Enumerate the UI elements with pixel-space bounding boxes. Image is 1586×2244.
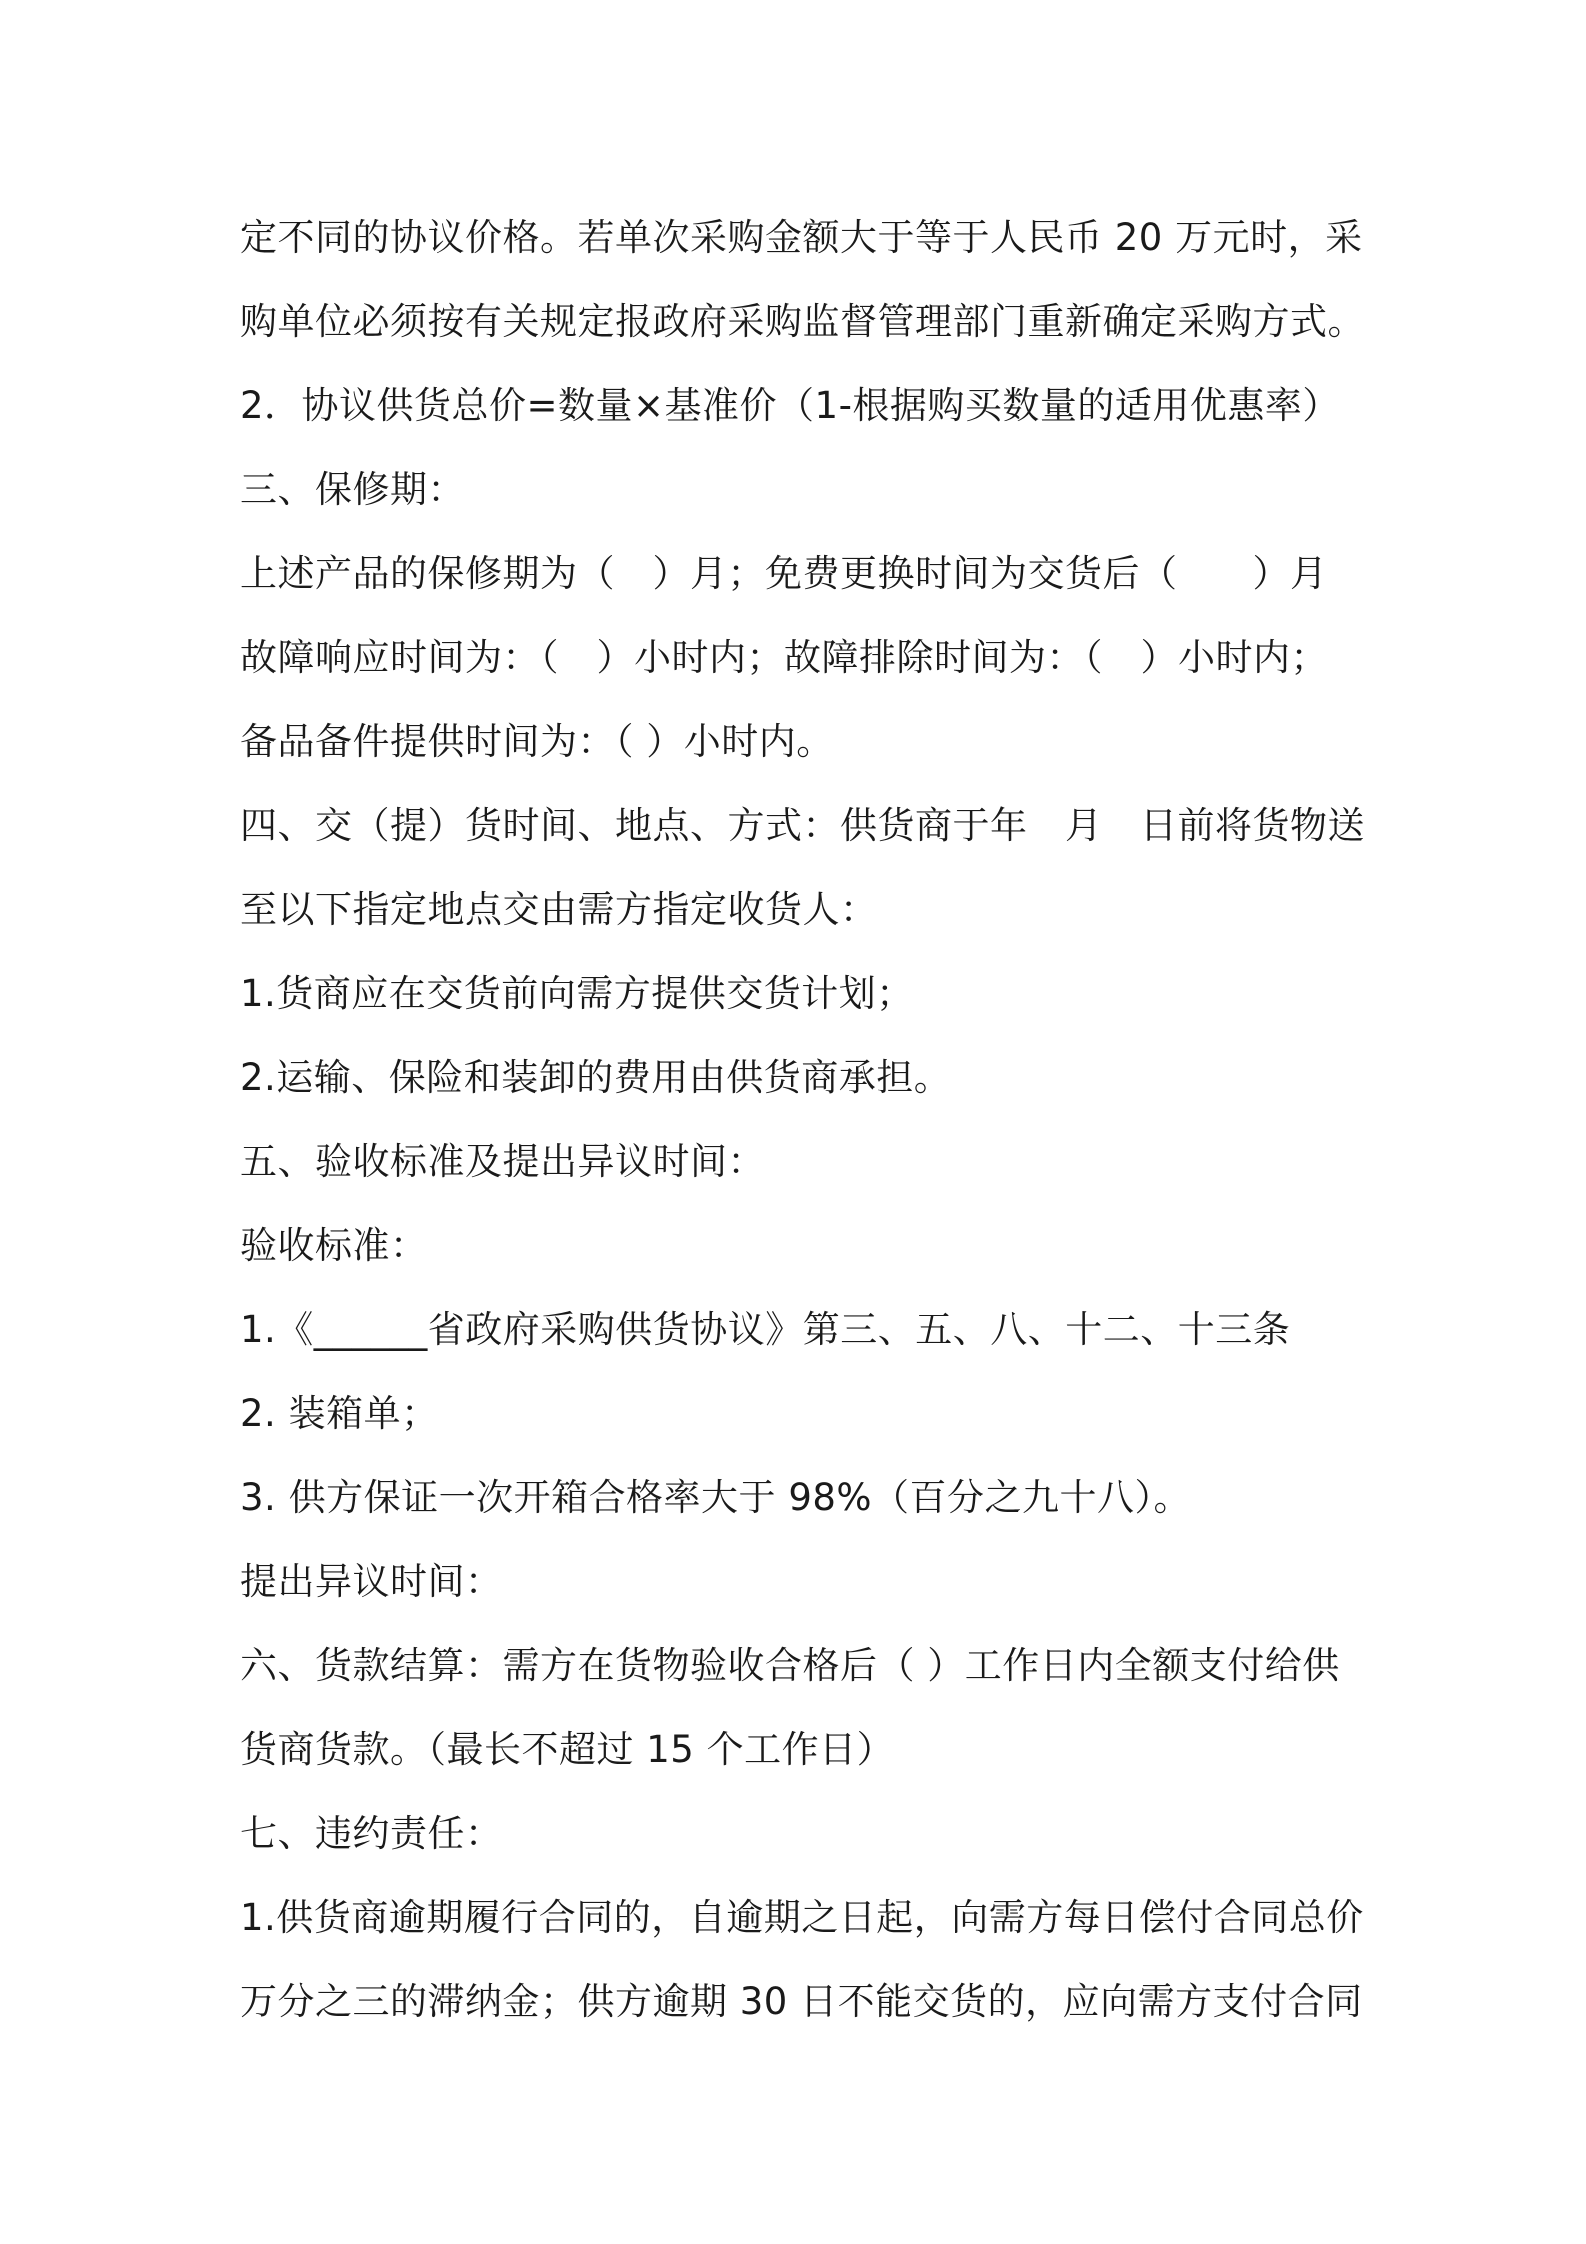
text-line: 至以下指定地点交由需方指定收货人： [240, 888, 878, 931]
text-line: 1.货商应在交货前向需方提供交货计划； [240, 972, 914, 1015]
section-heading: 六、货款结算：需方在货物验收合格后（ ）工作日内全额支付给供 [240, 1644, 1340, 1687]
text-line: 3. 供方保证一次开箱合格率大于 98%（百分之九十八）。 [240, 1476, 1192, 1519]
text-line: 验收标准： [240, 1224, 428, 1267]
text-line: 故障响应时间为：（ ）小时内；故障排除时间为：（ ）小时内； [240, 636, 1328, 679]
text-line: 1.《______省政府采购供货协议》第三、五、八、十二、十三条 [240, 1308, 1291, 1351]
text-line: 2. 装箱单； [240, 1392, 439, 1435]
section-heading: 五、验收标准及提出异议时间： [240, 1140, 765, 1183]
text-line: 2.运输、保险和装卸的费用由供货商承担。 [240, 1056, 952, 1099]
text-line: 提出异议时间： [240, 1560, 503, 1603]
document-page [240, 196, 1365, 2044]
text-line: 定不同的协议价格。若单次采购金额大于等于人民币 20 万元时，采 [240, 216, 1363, 259]
section-heading: 四、交（提）货时间、地点、方式：供货商于年 月 日前将货物送 [240, 804, 1365, 847]
section-heading: 三、保修期： [240, 468, 465, 511]
text-line: 万分之三的滞纳金；供方逾期 30 日不能交货的，应向需方支付合同 [240, 1980, 1363, 2023]
section-heading: 七、违约责任： [240, 1812, 503, 1855]
text-line: 备品备件提供时间为：（ ）小时内。 [240, 720, 834, 763]
text-line: 购单位必须按有关规定报政府采购监督管理部门重新确定采购方式。 [240, 300, 1365, 343]
text-line: 上述产品的保修期为（ ）月；免费更换时间为交货后（ ）月 [240, 552, 1328, 595]
text-line: 1.供货商逾期履行合同的，自逾期之日起，向需方每日偿付合同总价 [240, 1896, 1364, 1939]
text-line: 货商货款。（最长不超过 15 个工作日） [240, 1728, 895, 1771]
text-line: 2．协议供货总价=数量×基准价（1-根据购买数量的适用优惠率） [240, 384, 1340, 427]
